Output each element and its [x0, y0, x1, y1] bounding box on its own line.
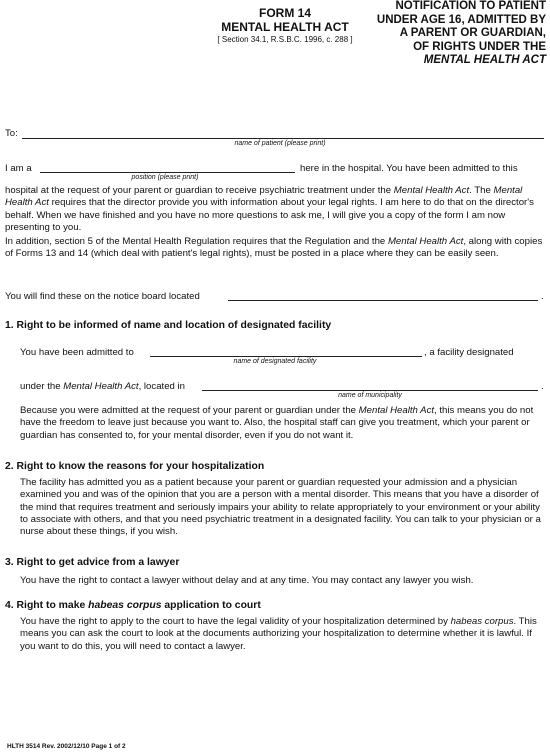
facility-caption: name of designated facility [233, 358, 317, 365]
text-run: under the [20, 381, 64, 392]
section-4-body [20, 616, 542, 653]
municipality-caption: name of municipality [338, 392, 402, 399]
text-run: , along with copies of Forms 13 and 14 (which deal with patient's legal rights), must be posted in a place where they can be easily seen. [5, 236, 543, 260]
act-reference: Mental Health Act [387, 236, 464, 247]
notification-line: UNDER AGE 16, ADMITTED BY [376, 13, 546, 26]
text-run: , this means you do not have the freedom to leave just because you want to. Also, the hospital staff can give you treatment, which your parent or guardian has consented to, for your mental disorder, even if you do not want it. [20, 405, 534, 441]
habeas-corpus-term: habeas corpus [450, 616, 514, 627]
section-2-body: The facility has admitted you as a patient because your parent or guardian requested your admission and a physician examined you and was of the opinion that you are a person with a mental disorder. This means that you have a disorder of the mind that requires treatment and seriously impairs your ability to relate appropriately to your environment or your ability to associate with others, and that you need psychiatric treatment in a designated facility. You can talk to your physician or a nurse about these things, if you wish. [20, 477, 541, 538]
to-label: To: [5, 128, 18, 139]
notification-line: OF RIGHTS UNDER THE [413, 40, 546, 53]
text-run: . The [469, 185, 494, 196]
section-reference: [ Section 34.1, R.S.B.C. 1996, c. 288 ] [217, 35, 353, 44]
admitted-prefix: You have been admitted to [20, 347, 134, 358]
form-number: FORM 14 [258, 6, 311, 20]
section-2-heading: 2. Right to know the reasons for your hospitalization [5, 461, 265, 472]
iam-suffix: here in the hospital. You have been admitted to this [300, 163, 518, 174]
position-field[interactable] [40, 172, 295, 173]
act-reference: Mental Health Act [358, 405, 435, 416]
text-run: You have the right to apply to the court to have the legal validity of your hospitalization determined by [20, 616, 451, 627]
text-run: . This means you can ask the court to look at the documents authorizing your hospitalization to determine whether it is lawful. If you want to do this, you will need to contact a lawyer. [20, 616, 537, 652]
patient-name-field[interactable] [22, 138, 544, 139]
text-run: Because you were admitted at the request of your parent or guardian under the [20, 405, 359, 416]
text-run: requires that the director provide you with information about your legal rights. I am here to do that on the director's behalf. When we have finished and you have no more questions to ask me, I will give you a copy of the form I am now presenting to you. [5, 197, 534, 233]
notification-line: MENTAL HEALTH ACT [423, 54, 546, 66]
period: . [541, 291, 544, 302]
notification-line: A PARENT OR GUARDIAN, [399, 27, 546, 39]
section-4-heading [5, 600, 261, 611]
section-1-body [20, 405, 542, 442]
position-caption: position (please print) [131, 174, 199, 181]
form-title [205, 6, 365, 34]
patient-name-caption: name of patient (please print) [234, 140, 326, 147]
regulation-paragraph [5, 236, 545, 261]
section-3-body: You have the right to contact a lawyer without delay and at any time. You may contact any lawyer you wish. [20, 575, 474, 586]
notice-board-location-field[interactable] [228, 300, 538, 301]
municipality-field[interactable] [202, 390, 538, 391]
period: . [541, 381, 544, 392]
footer: HLTH 3514 Rev. 2002/12/10 Page 1 of 2 [7, 743, 126, 750]
notice-board-text: You will find these on the notice board located [5, 291, 200, 302]
text-run: 4. Right to make [5, 600, 89, 611]
notification-line: NOTIFICATION TO PATIENT [395, 0, 546, 12]
notification-title [360, 0, 546, 68]
act-reference: Mental Health Act [63, 381, 139, 392]
act-reference: Mental Health Act [5, 185, 523, 209]
admitted-suffix: , a facility designated [424, 347, 514, 358]
text-run: hospital at the request of your parent or guardian to receive psychiatric treatment under the [5, 185, 394, 196]
located-in-text [20, 381, 185, 393]
text-run: application to court [161, 600, 261, 611]
iam-prefix: I am a [5, 163, 32, 174]
habeas-corpus-term: habeas corpus [88, 600, 162, 611]
act-name: MENTAL HEALTH ACT [221, 20, 349, 34]
section-1-heading: 1. Right to be informed of name and location of designated facility [5, 320, 332, 331]
text-run: In addition, section 5 of the Mental Health Regulation requires that the Regulation and the [5, 236, 388, 247]
text-run: , located in [138, 381, 185, 392]
intro-paragraph [5, 185, 545, 234]
act-reference: Mental Health Act [393, 185, 470, 196]
section-3-heading: 3. Right to get advice from a lawyer [5, 557, 180, 568]
facility-name-field[interactable] [150, 356, 422, 357]
